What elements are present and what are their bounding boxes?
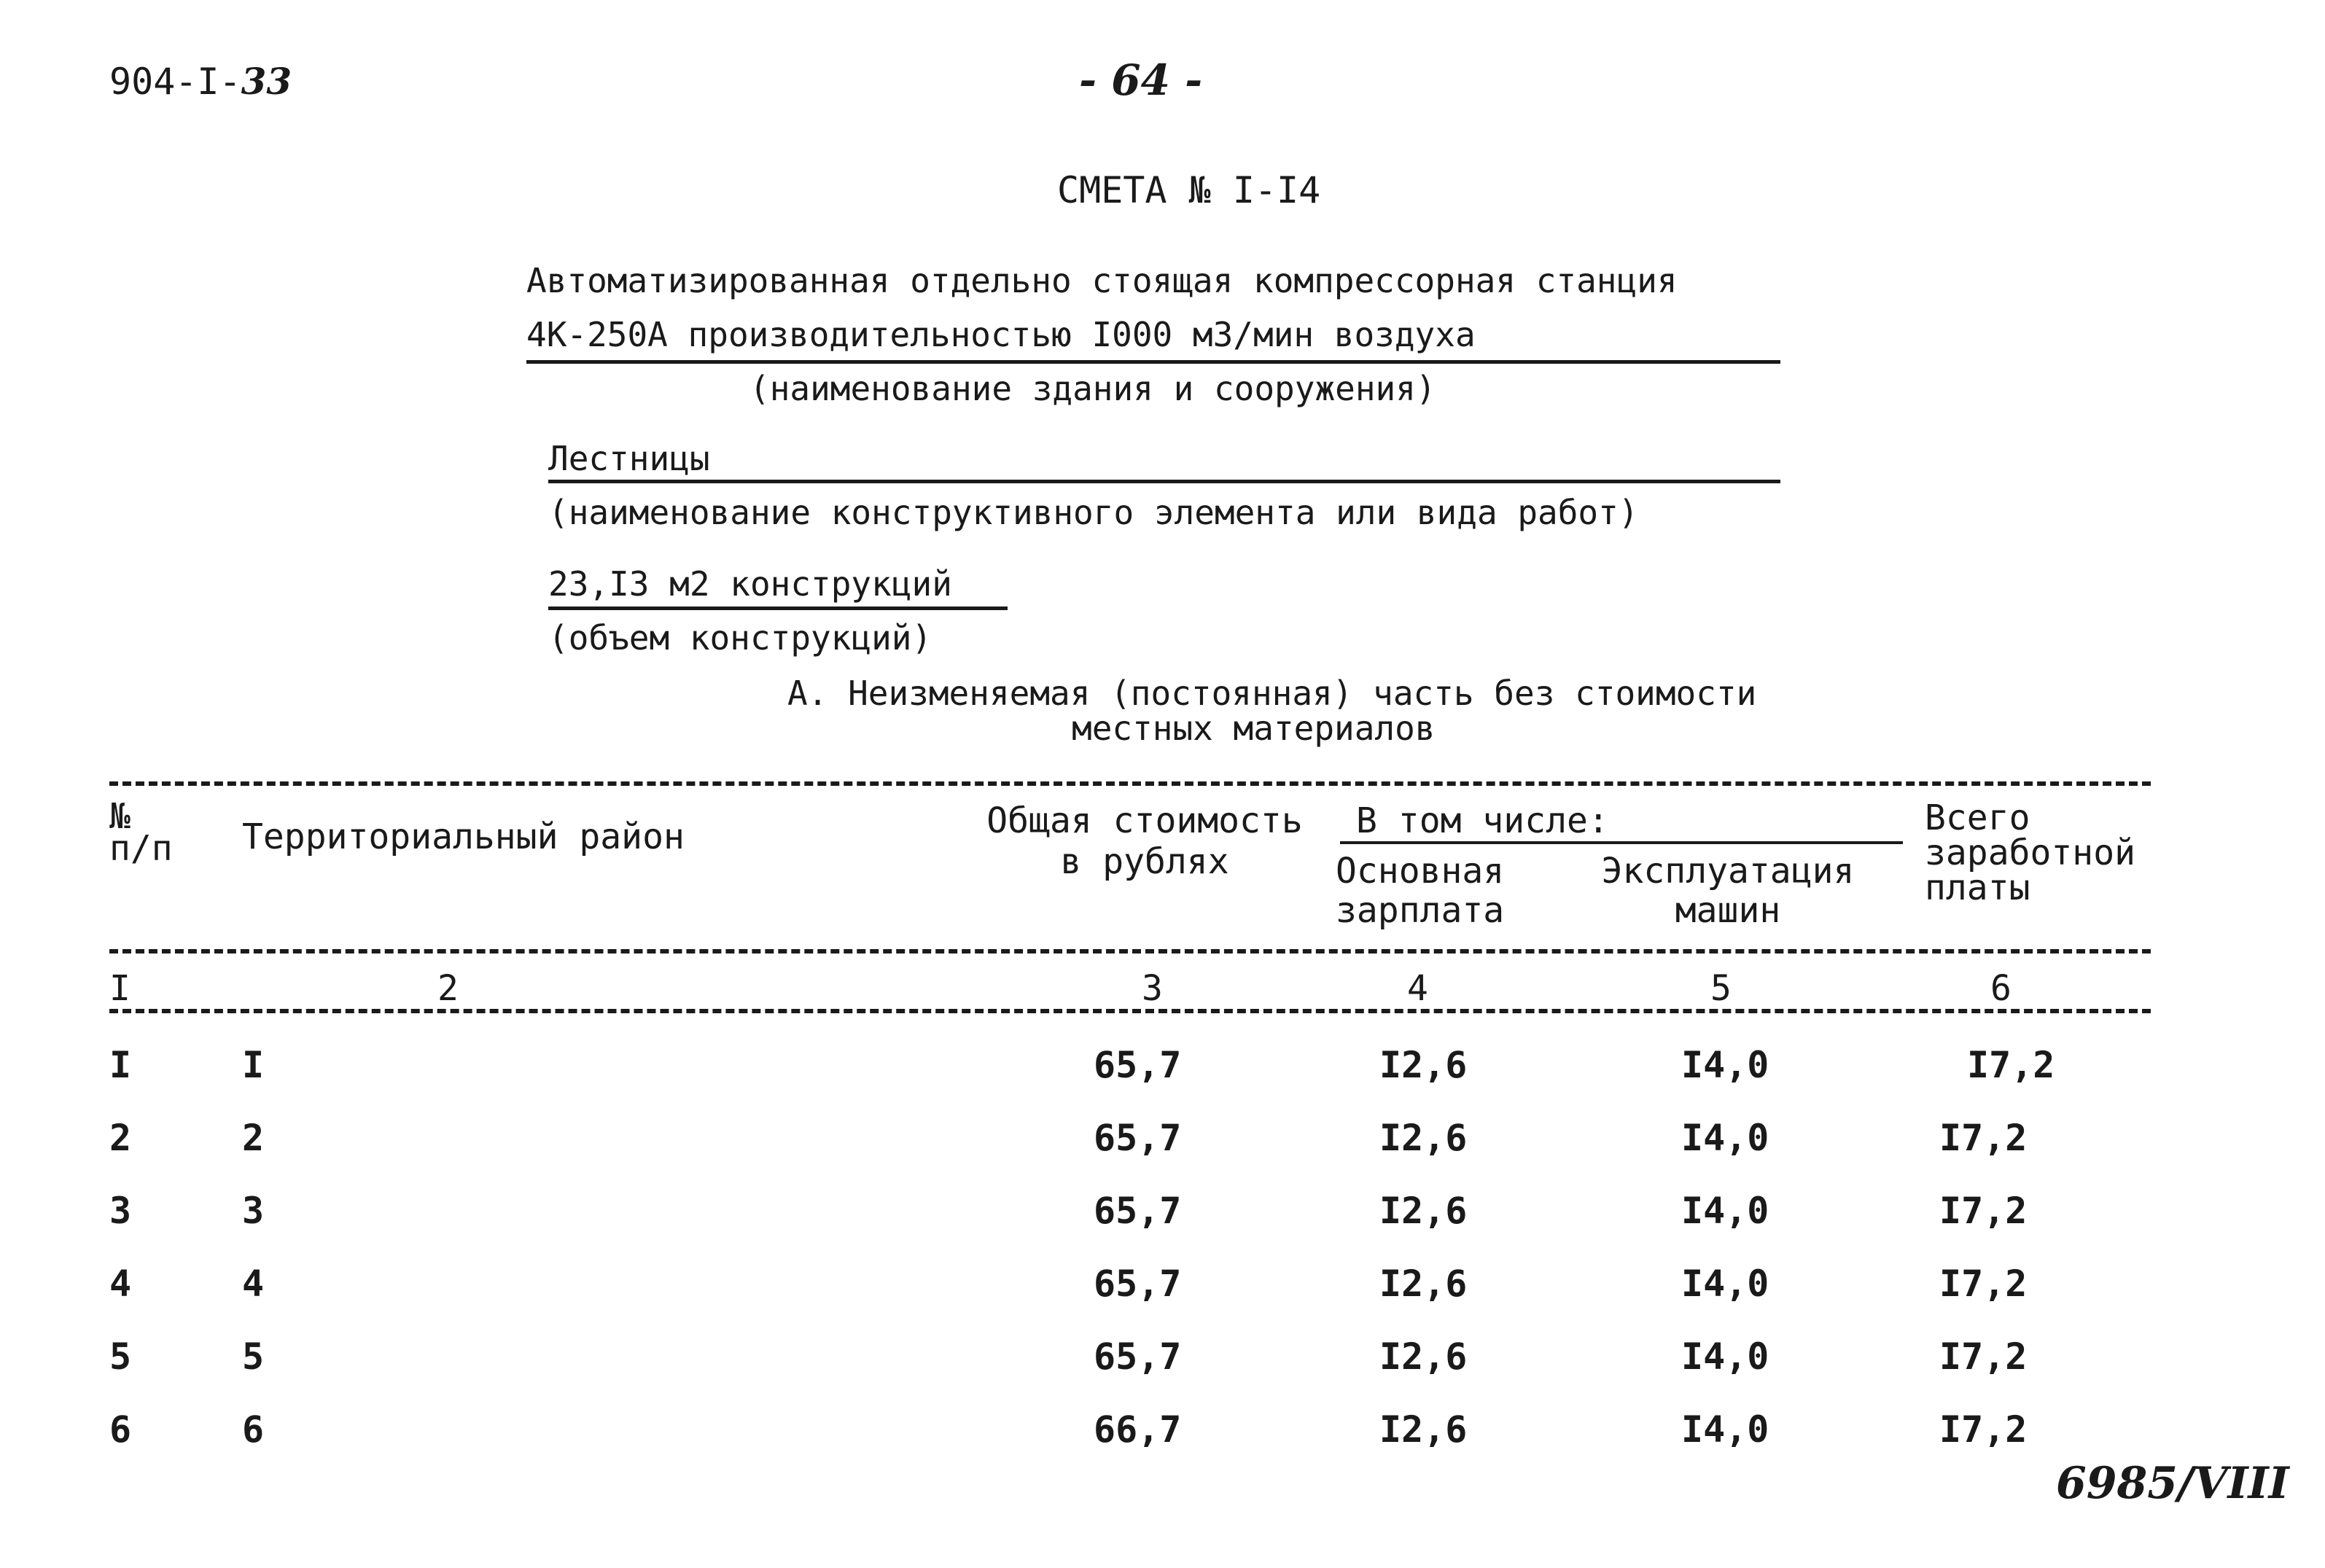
- header-machine-operation-line2: машин: [1675, 890, 1781, 931]
- element-name-caption: (наименование конструктивного элемента или вида работ): [548, 493, 1639, 532]
- cell-machine-operation: I4,0: [1681, 1044, 1769, 1086]
- header-base-salary: [1336, 851, 1504, 930]
- cell-region: 3: [242, 1190, 265, 1232]
- cell-region: I: [242, 1044, 265, 1086]
- cell-number: 6: [109, 1408, 132, 1451]
- header-total-wages-line2: заработной: [1925, 832, 2135, 873]
- volume-underline: [548, 606, 1008, 610]
- cell-total-wages: I7,2: [1939, 1408, 2028, 1451]
- column-number: 5: [1710, 968, 1732, 1009]
- document-code: [109, 60, 292, 103]
- cell-machine-operation: I4,0: [1681, 1190, 1769, 1232]
- building-name-underline: [526, 360, 1780, 364]
- header-total-wages-line3: платы: [1925, 867, 2030, 908]
- section-title-line1: А. Неизменяемая (постоянная) часть без стоимости: [787, 674, 1757, 713]
- volume-value: 23,I3 м2 конструкций: [548, 564, 952, 604]
- column-number: 3: [1142, 968, 1163, 1009]
- cell-number: 4: [109, 1263, 132, 1305]
- column-number: 6: [1990, 968, 2012, 1009]
- cell-total-cost: 65,7: [1094, 1335, 1182, 1378]
- table-header-rule: [109, 949, 2151, 953]
- cell-base-salary: I2,6: [1379, 1117, 1468, 1159]
- cell-region: 4: [242, 1263, 265, 1305]
- element-name-underline: [548, 480, 1780, 483]
- cell-base-salary: I2,6: [1379, 1263, 1468, 1305]
- cell-region: 5: [242, 1335, 265, 1378]
- cell-base-salary: I2,6: [1379, 1408, 1468, 1451]
- volume-caption: (объем конструкций): [548, 618, 932, 658]
- cell-total-wages: I7,2: [1967, 1044, 2055, 1086]
- header-machine-operation-line1: Эксплуатация: [1601, 851, 1855, 892]
- cell-machine-operation: I4,0: [1681, 1117, 1769, 1159]
- cell-total-cost: 65,7: [1094, 1190, 1182, 1232]
- header-including-underline: [1340, 841, 1903, 844]
- estimate-title: СМЕТА № I-I4: [1057, 169, 1321, 211]
- cell-region: 6: [242, 1408, 265, 1451]
- cell-number: 3: [109, 1190, 132, 1232]
- header-including: В том числе:: [1356, 800, 1609, 841]
- header-number-symbol: №: [109, 796, 131, 837]
- building-name-line1: Автоматизированная отдельно стоящая компрессорная станция: [526, 261, 1678, 300]
- cell-machine-operation: I4,0: [1681, 1408, 1769, 1451]
- element-name: Лестницы: [548, 439, 710, 478]
- cell-base-salary: I2,6: [1379, 1190, 1468, 1232]
- column-number: 2: [437, 968, 459, 1009]
- cell-total-cost: 65,7: [1094, 1263, 1182, 1305]
- table-top-rule: [109, 781, 2151, 786]
- building-name-caption: (наименование здания и сооружения): [749, 369, 1436, 408]
- column-number: 4: [1407, 968, 1428, 1009]
- cell-machine-operation: I4,0: [1681, 1335, 1769, 1378]
- header-machine-operation: [1589, 851, 1866, 930]
- page-number: - 64 -: [1079, 55, 1203, 105]
- cell-number: 5: [109, 1335, 132, 1378]
- header-total-wages-line1: Всего: [1925, 797, 2030, 838]
- cell-base-salary: I2,6: [1379, 1044, 1468, 1086]
- header-total-cost-line1: Общая стоимость: [986, 800, 1303, 841]
- header-base-salary-line1: Основная: [1336, 851, 1505, 892]
- header-number: [109, 796, 173, 869]
- header-number-label: п/п: [109, 828, 173, 869]
- cell-number: 2: [109, 1117, 132, 1159]
- cell-total-cost: 65,7: [1094, 1117, 1182, 1159]
- document-code-handwritten: 33: [241, 60, 292, 103]
- cell-total-wages: I7,2: [1939, 1335, 2028, 1378]
- cell-total-wages: I7,2: [1939, 1190, 2028, 1232]
- document-code-prefix: 904-I-: [109, 61, 241, 103]
- building-name-line2: 4К-250А производительностью I000 м3/мин воздуха: [526, 315, 1476, 354]
- header-total-wages: [1925, 797, 2135, 908]
- handwritten-note: 6985/VIII: [2056, 1458, 2289, 1509]
- cell-total-wages: I7,2: [1939, 1263, 2028, 1305]
- header-total-cost-line2: в рублях: [1060, 841, 1229, 882]
- cell-number: I: [109, 1044, 132, 1086]
- cell-machine-operation: I4,0: [1681, 1263, 1769, 1305]
- header-base-salary-line2: зарплата: [1336, 890, 1505, 931]
- cell-total-cost: 65,7: [1094, 1044, 1182, 1086]
- header-total-cost: [984, 800, 1305, 882]
- section-title-line2: местных материалов: [1072, 709, 1436, 748]
- cell-region: 2: [242, 1117, 265, 1159]
- cell-total-cost: 66,7: [1094, 1408, 1182, 1451]
- header-region: Территориальный район: [242, 816, 685, 857]
- table-column-number-rule: [109, 1009, 2151, 1013]
- cell-total-wages: I7,2: [1939, 1117, 2028, 1159]
- column-number: I: [109, 968, 131, 1009]
- cell-base-salary: I2,6: [1379, 1335, 1468, 1378]
